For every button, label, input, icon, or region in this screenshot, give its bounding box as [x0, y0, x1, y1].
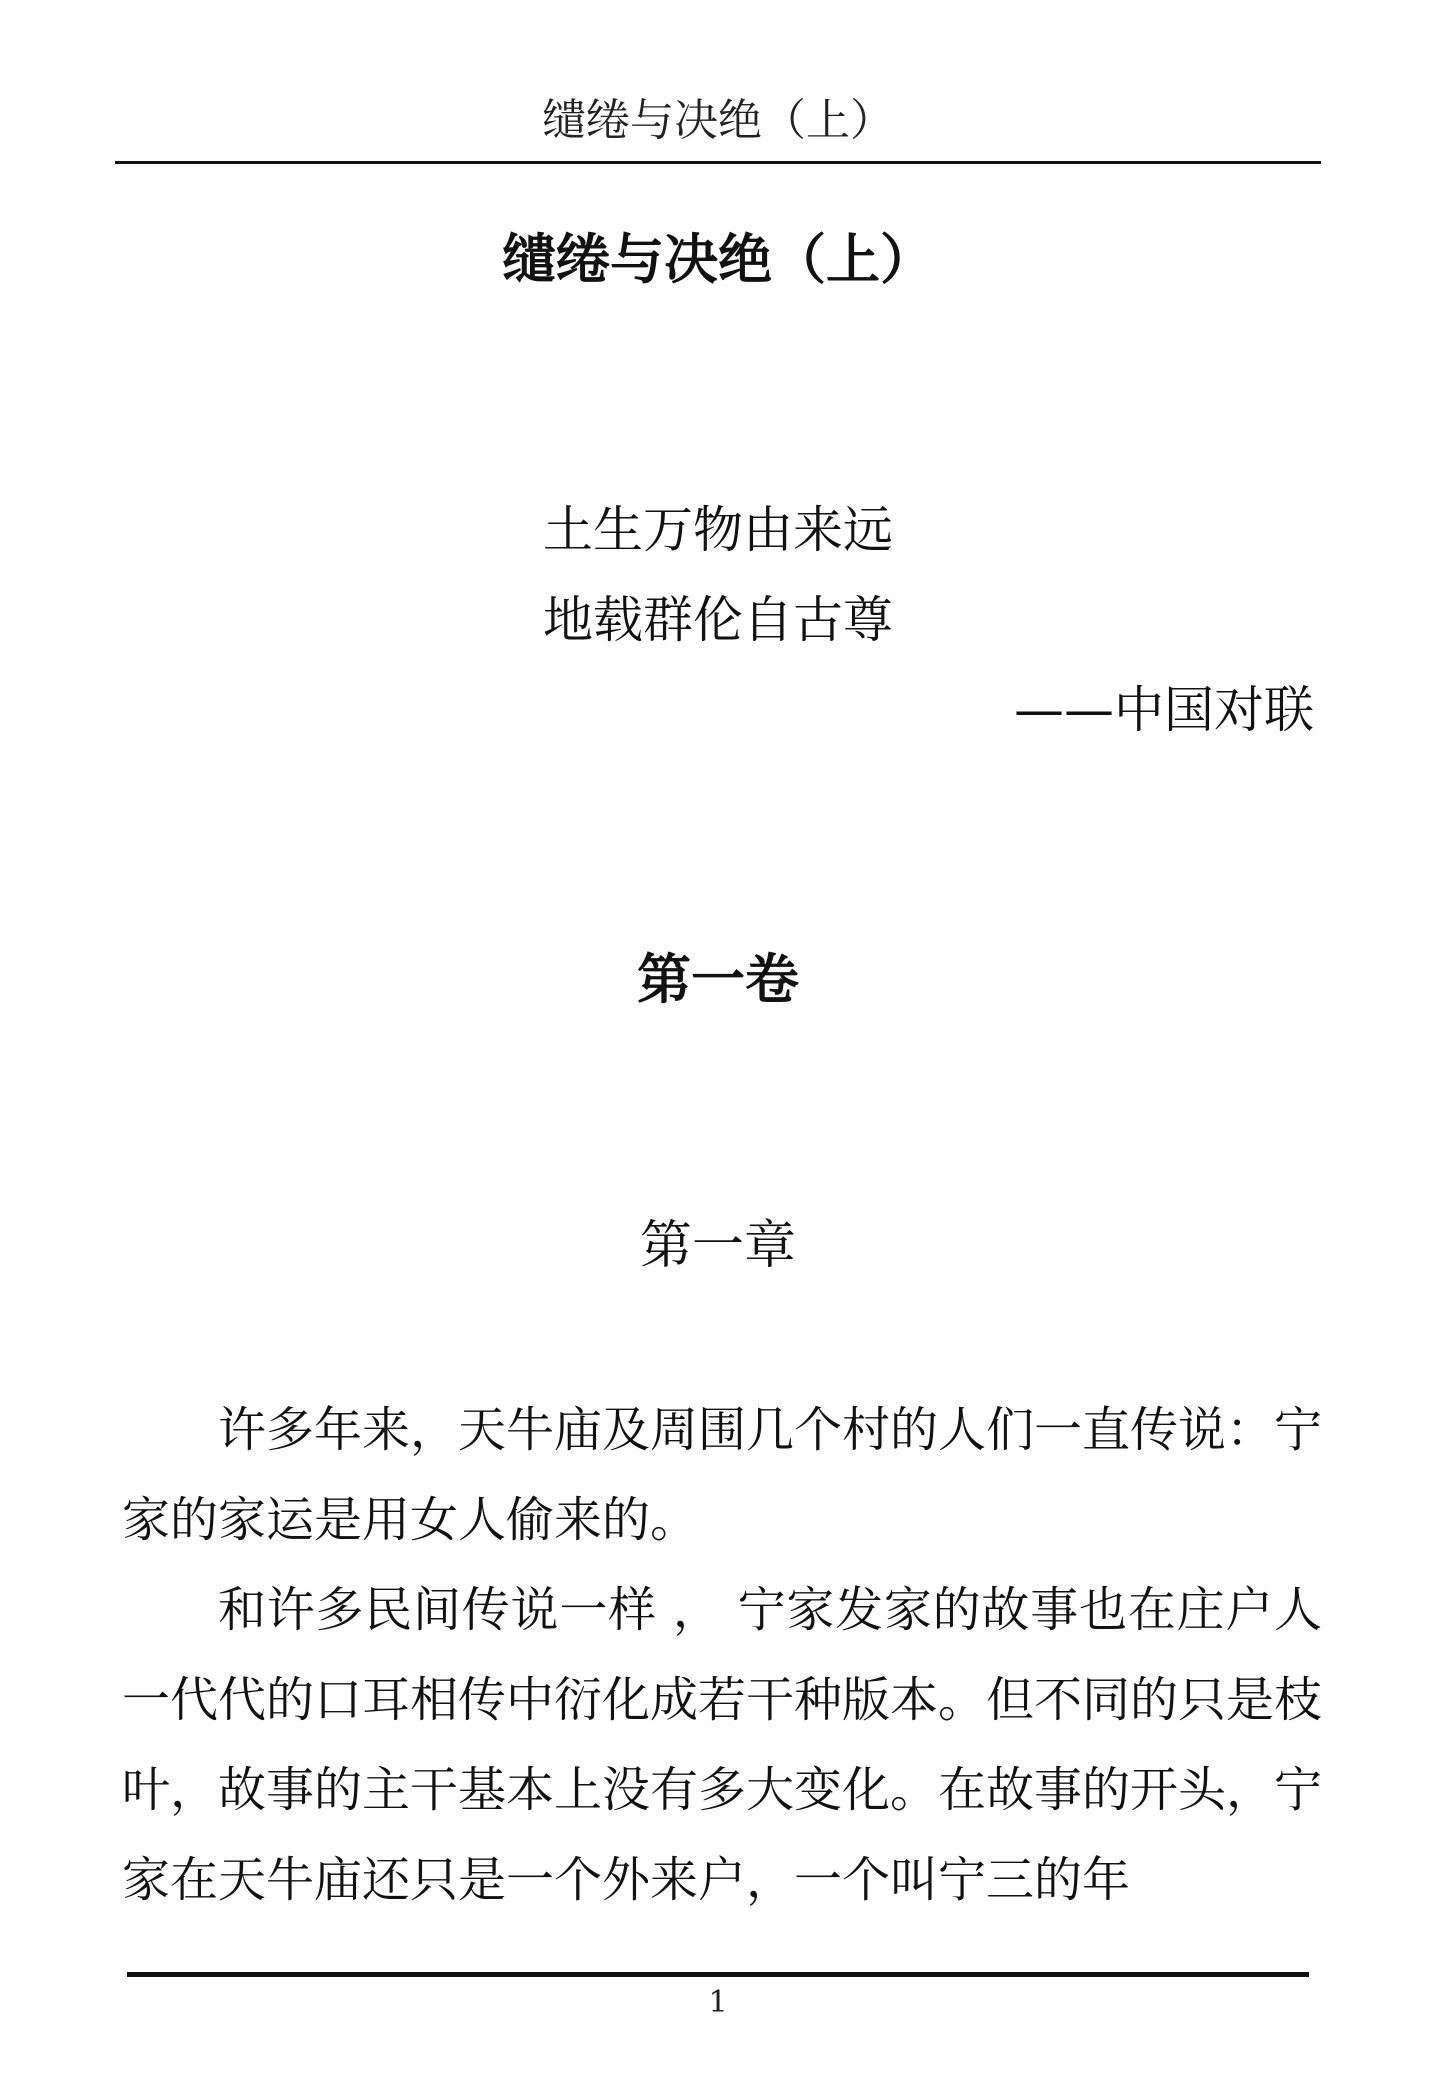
header-rule [115, 161, 1321, 164]
paragraph: 许多年来，天牛庙及周围几个村的人们一直传说：宁家的家运是用女人偷来的。 [122, 1402, 1323, 1548]
body-text [122, 1385, 1322, 1925]
running-header: 缱绻与决绝（上） [542, 95, 894, 146]
paragraph: 和许多民间传说一样 ， 宁家发家的故事也在庄户人一代代的口耳相传中衍化成若干种版本。但不同的只是枝叶，故事的主干基本上没有多大变化。在故事的开头，宁家在天牛庙还只是一个外来户，一个叫宁三的年 [122, 1582, 1323, 1908]
book-title: 缱绻与决绝（上） [502, 228, 934, 291]
page-number: 1 [708, 1985, 728, 2020]
epigraph-line-2: 地载群伦自古尊 [543, 591, 893, 649]
epigraph-attribution: ——中国对联 [1014, 681, 1314, 739]
epigraph-line-1: 土生万物由来远 [543, 501, 893, 559]
chapter-heading: 第一章 [639, 1216, 796, 1276]
volume-heading: 第一卷 [637, 948, 799, 1011]
footer-rule [127, 1972, 1309, 1977]
